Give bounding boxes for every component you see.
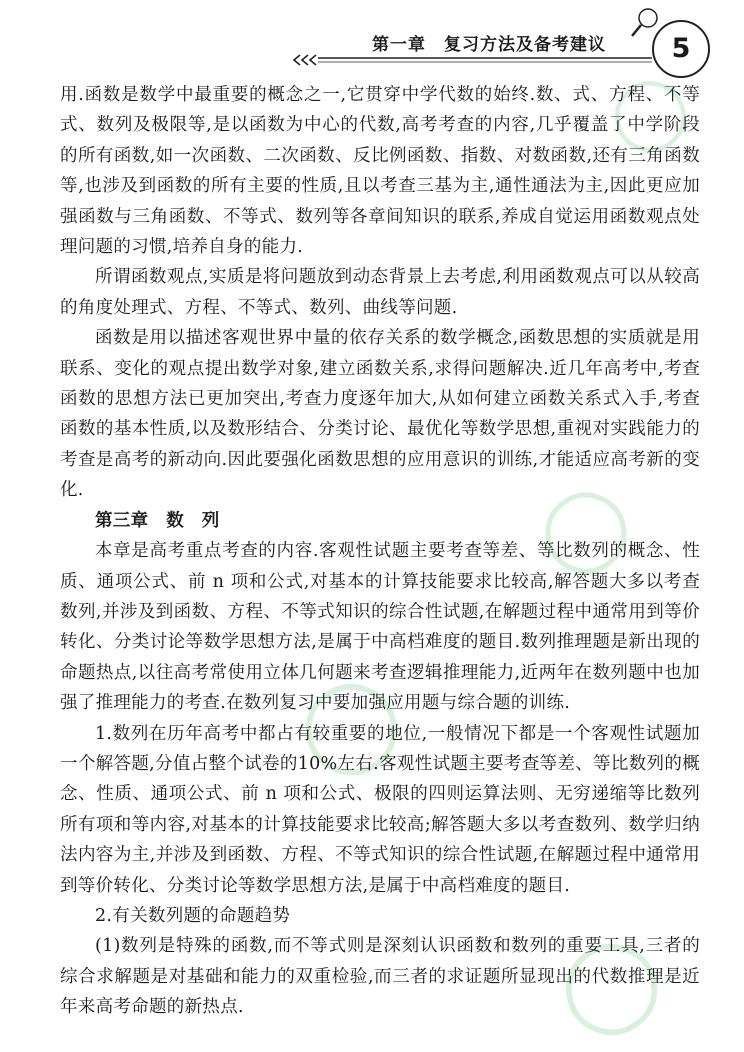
section-heading: 第三章 数 列 (95, 510, 220, 531)
paragraph: (1)数列是特殊的函数,而不等式则是深刻认识函数和数列的重要工具,三者的综合求解题是对基础和能力的双重检验,而三者的求证题所显现出的代数推理是近年来高考命题的新热点. (60, 936, 700, 1018)
paragraph: 用.函数是数学中最重要的概念之一,它贯穿中学代数的始终.数、式、方程、不等式、数列及极限等,是以函数为中心的代数,高考考查的内容,几乎覆盖了中学阶段的所有函数,如一次函数、二次函数、反比例函数、指数、对数函数,还有三角函数等,也涉及到函数的所有主要的性质,且以考查三基为主,通性通法为主,因此更应加强函数与三角函数、不等式、数列等各章间知识的联系,养成自觉运用函数观点处理问题的习惯,培养自身的能力. (60, 85, 700, 258)
paragraph: 函数是用以描述客观世界中量的依存关系的数学概念,函数思想的实质就是用联系、变化的观点提出数学对象,建立函数关系,求得问题解决.近几年高考中,考查函数的思想方法已更加突出,考查力度逐年加大,从如何建立函数关系式入手,考查函数的基本性质,以及数形结合、分类讨论、最优化等数学思想,重视对实践能力的考查是高考的新动向.因此要强化函数思想的应用意识的训练,才能适应高考新的变化. (60, 328, 700, 501)
watermark-logo: ◯ (293, 663, 408, 782)
chapter-title: 第一章 复习方法及备考建议 (372, 35, 606, 55)
watermark-logo: ◯ (551, 922, 670, 1043)
page-number: 5 (652, 20, 710, 78)
page-header (0, 0, 744, 80)
page-body (60, 80, 700, 1023)
paragraph: 所谓函数观点,实质是将问题放到动态背景上去考虑,利用函数观点可以从较高的角度处理式、方程、不等式、数列、曲线等问题. (60, 267, 700, 318)
paragraph: 本章是高考重点考查的内容.客观性试题主要考查等差、等比数列的概念、性质、通项公式、前 n 项和公式,对基本的计算技能要求比较高,解答题大多以考查数列,并涉及到函数、方程、不等式知识的综合性试题,在解题过程中通常用到等价转化、分类讨论等数学思想方法,是属于中高档难度的题目.数列推理题是新出现的命题热点,以往高考常使用立体几何题来考查逻辑推理能力,近两年在数列题中也加强了推理能力的考查.在数列复习中要加强应用题与综合题的训练. (60, 541, 700, 714)
watermark-logo: ◯ (602, 62, 697, 160)
paragraph: 2.有关数列题的命题趋势 (95, 905, 291, 926)
paragraph: 1.数列在历年高考中都占有较重要的地位,一般情况下都是一个客观性试题加一个解答题,分值占整个试卷的10%左右.客观性试题主要考查等差、等比数列的概念、性质、通项公式、前 n 项和公式、极限的四则运算法则、无穷递缩等比数列所有项和等内容,对基本的计算技能要求比较高;解答题大多以考查数列、数学归纳法内容为主,并涉及到函数、方程、不等式知识的综合性试题,在解题过程中通常用到等价转化、分类讨论等数学思想方法,是属于中高档难度的题目. (60, 723, 700, 896)
watermark-logo: ◯ (532, 472, 637, 581)
